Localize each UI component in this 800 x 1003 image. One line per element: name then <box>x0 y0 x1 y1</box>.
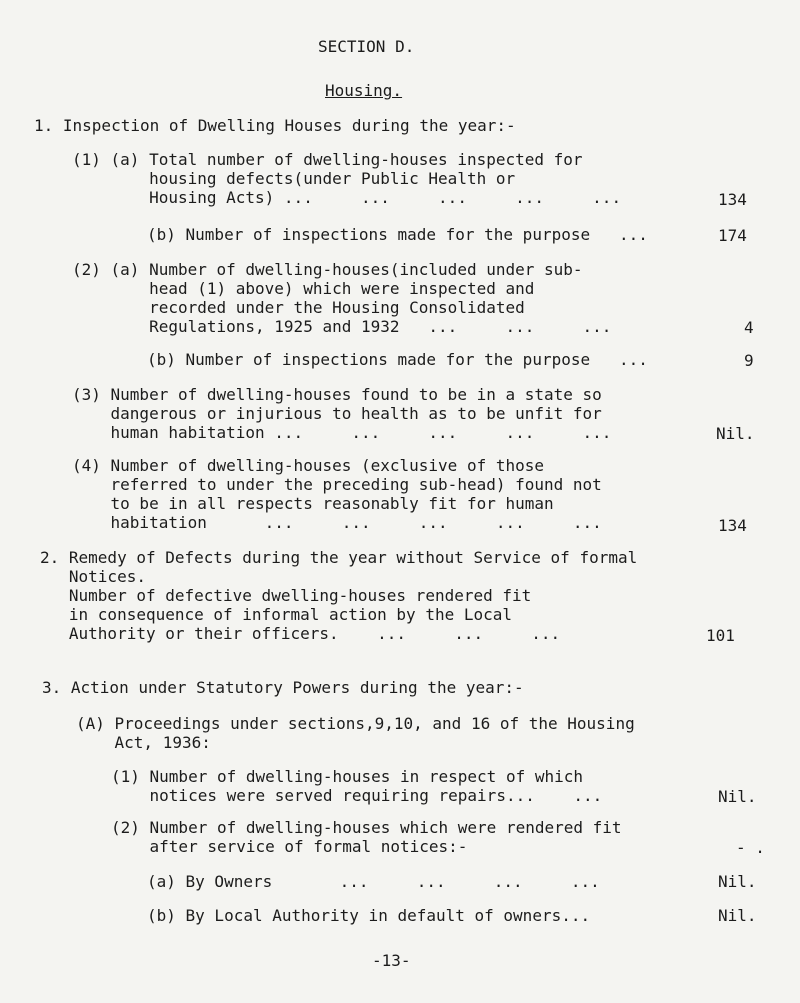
item2-line5: Authority or their officers. ... ... ... <box>40 624 561 643</box>
item1-item3-line3: human habitation ... ... ... ... ... <box>72 423 612 442</box>
item2-line4: in consequence of informal action by the Local <box>40 605 513 624</box>
section-title: SECTION D. <box>318 37 415 56</box>
item3-a-line1: (A) Proceedings under sections,9,10, and 16 of the Housing <box>76 714 635 733</box>
item2-line3: Number of defective dwelling-houses rendered fit <box>40 586 532 605</box>
item1-a1-value: 134 <box>718 190 747 209</box>
item1-item4-line2: referred to under the preceding sub-head) found not <box>72 475 602 494</box>
item2-line1: 2. Remedy of Defects during the year without Service of formal <box>40 548 638 567</box>
item1-heading: 1. Inspection of Dwelling Houses during the year:- <box>34 116 516 135</box>
item1-a2-line4: Regulations, 1925 and 1932 ... ... ... <box>72 317 612 336</box>
item1-item3-line1: (3) Number of dwelling-houses found to be in a state so <box>72 385 602 404</box>
item3-owners-line: (a) By Owners ... ... ... ... <box>147 872 600 891</box>
item1-item4-line4: habitation ... ... ... ... ... <box>72 513 602 532</box>
item3-a-line2: Act, 1936: <box>76 733 211 752</box>
item1-a2-line2: head (1) above) which were inspected and <box>72 279 535 298</box>
item1-a2-line1: (2) (a) Number of dwelling-houses(included under sub- <box>72 260 583 279</box>
item1-item3-value: Nil. <box>716 424 755 443</box>
item1-item4-line1: (4) Number of dwelling-houses (exclusive of those <box>72 456 545 475</box>
item1-item3-line2: dangerous or injurious to health as to be unfit for <box>72 404 602 423</box>
item1-b1-line: (b) Number of inspections made for the purpose ... <box>147 225 648 244</box>
item1-item4-line3: to be in all respects reasonably fit for human <box>72 494 554 513</box>
item3-s2-value: - . <box>736 838 765 857</box>
item1-item4-value: 134 <box>718 516 747 535</box>
item3-owners-value: Nil. <box>718 872 757 891</box>
item1-b1-value: 174 <box>718 226 747 245</box>
item1-a2-value: 4 <box>744 318 754 337</box>
item3-heading: 3. Action under Statutory Powers during the year:- <box>42 678 524 697</box>
item3-s2-line1: (2) Number of dwelling-houses which were rendered fit <box>111 818 622 837</box>
item3-s1-value: Nil. <box>718 787 757 806</box>
item1-a1-line1: (1) (a) Total number of dwelling-houses inspected for <box>72 150 583 169</box>
item2-line2: Notices. <box>40 567 146 586</box>
item3-la-value: Nil. <box>718 906 757 925</box>
item3-s1-line2: notices were served requiring repairs... ... <box>111 786 603 805</box>
item1-a2-line3: recorded under the Housing Consolidated <box>72 298 525 317</box>
item1-a1-line3: Housing Acts) ... ... ... ... ... <box>72 188 622 207</box>
item2-value: 101 <box>706 626 735 645</box>
page-number: -13- <box>372 951 411 970</box>
item1-a1-line2: housing defects(under Public Health or <box>72 169 516 188</box>
item1-b2-line: (b) Number of inspections made for the purpose ... <box>147 350 648 369</box>
item1-b2-value: 9 <box>744 351 754 370</box>
item3-s2-line2: after service of formal notices:- <box>111 837 468 856</box>
subtitle: Housing. <box>325 81 403 100</box>
item3-la-line: (b) By Local Authority in default of owners... <box>147 906 591 925</box>
item3-s1-line1: (1) Number of dwelling-houses in respect of which <box>111 767 584 786</box>
